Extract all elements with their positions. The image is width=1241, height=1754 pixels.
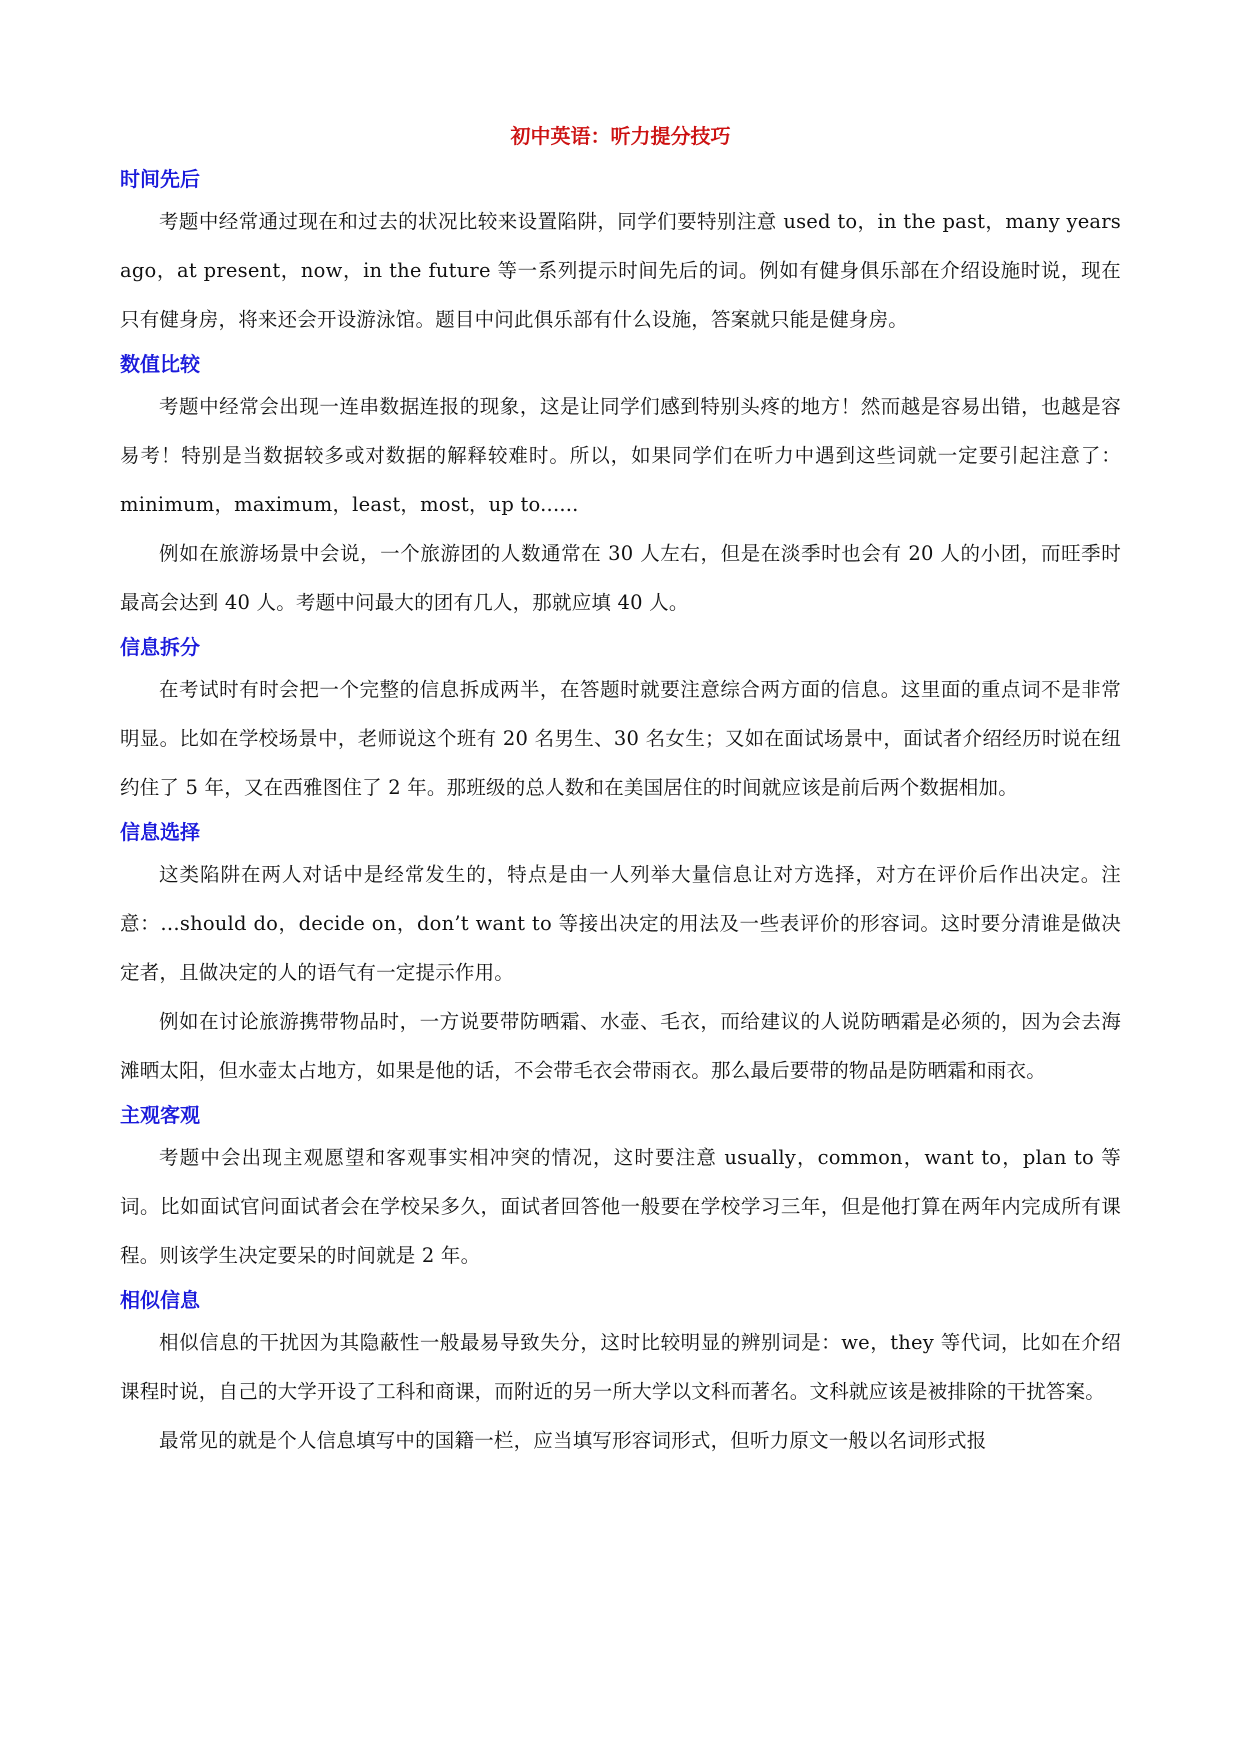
body-paragraph: 例如在旅游场景中会说，一个旅游团的人数通常在 30 人左右，但是在淡季时也会有 20 人的小团，而旺季时最高会达到 40 人。考题中问最大的团有几人，那就应填 40 人。: [120, 542, 1121, 614]
document-section: [120, 1101, 1121, 1280]
document-section: [120, 818, 1121, 1095]
body-paragraph: 例如在讨论旅游携带物品时，一方说要带防晒霜、水壶、毛衣，而给建议的人说防晒霜是必须的，因为会去海滩晒太阳，但水壶太占地方，如果是他的话，不会带毛衣会带雨衣。那么最后要带的物品是防晒霜和雨衣。: [120, 1010, 1121, 1082]
body-paragraph: 这类陷阱在两人对话中是经常发生的，特点是由一人列举大量信息让对方选择，对方在评价后作出决定。注意：…should do，decide on，don’t want to 等接出决定的用法及一些表评价的形容词。这时要分清谁是做决定者，且做决定的人的语气有一定提示作用。: [120, 863, 1121, 984]
document-section: [120, 165, 1121, 344]
body-paragraph: 考题中经常通过现在和过去的状况比较来设置陷阱，同学们要特别注意 used to，in the past，many years ago，at present，now，in the future 等一系列提示时间先后的词。例如有健身俱乐部在介绍设施时说，现在只有健身房，将来还会开设游泳馆。题目中问此俱乐部有什么设施，答案就只能是健身房。: [120, 210, 1121, 331]
section-heading: 时间先后: [120, 167, 200, 191]
body-paragraph: 考题中经常会出现一连串数据连报的现象，这是让同学们感到特别头疼的地方！然而越是容易出错，也越是容易考！特别是当数据较多或对数据的解释较难时。所以，如果同学们在听力中遇到这些词就一定要引起注意了：minimum，maximum，least，most，up to......: [120, 395, 1121, 516]
section-heading: 相似信息: [120, 1288, 200, 1312]
section-heading: 数值比较: [120, 352, 200, 376]
body-paragraph: 相似信息的干扰因为其隐蔽性一般最易导致失分，这时比较明显的辨别词是：we，they 等代词，比如在介绍课程时说，自己的大学开设了工科和商课，而附近的另一所大学以文科而著名。文科就应该是被排除的干扰答案。: [120, 1331, 1121, 1403]
body-paragraph: 最常见的就是个人信息填写中的国籍一栏，应当填写形容词形式，但听力原文一般以名词形式报: [159, 1429, 987, 1452]
document-body: [120, 165, 1121, 1465]
document-title: 初中英语：听力提分技巧: [510, 124, 731, 148]
section-heading: 信息拆分: [120, 635, 200, 659]
document-section: [120, 350, 1121, 627]
section-heading: 信息选择: [120, 820, 200, 844]
section-heading: 主观客观: [120, 1103, 200, 1127]
document-section: [120, 633, 1121, 812]
body-paragraph: 考题中会出现主观愿望和客观事实相冲突的情况，这时要注意 usually，common，want to，plan to 等词。比如面试官问面试者会在学校呆多久，面试者回答他一般要在学校学习三年，但是他打算在两年内完成所有课程。则该学生决定要呆的时间就是 2 年。: [120, 1146, 1121, 1267]
body-paragraph: 在考试时有时会把一个完整的信息拆成两半，在答题时就要注意综合两方面的信息。这里面的重点词不是非常明显。比如在学校场景中，老师说这个班有 20 名男生、30 名女生；又如在面试场景中，面试者介绍经历时说在纽约住了 5 年，又在西雅图住了 2 年。那班级的总人数和在美国居住的时间就应该是前后两个数据相加。: [120, 678, 1121, 799]
document-section: [120, 1286, 1121, 1465]
